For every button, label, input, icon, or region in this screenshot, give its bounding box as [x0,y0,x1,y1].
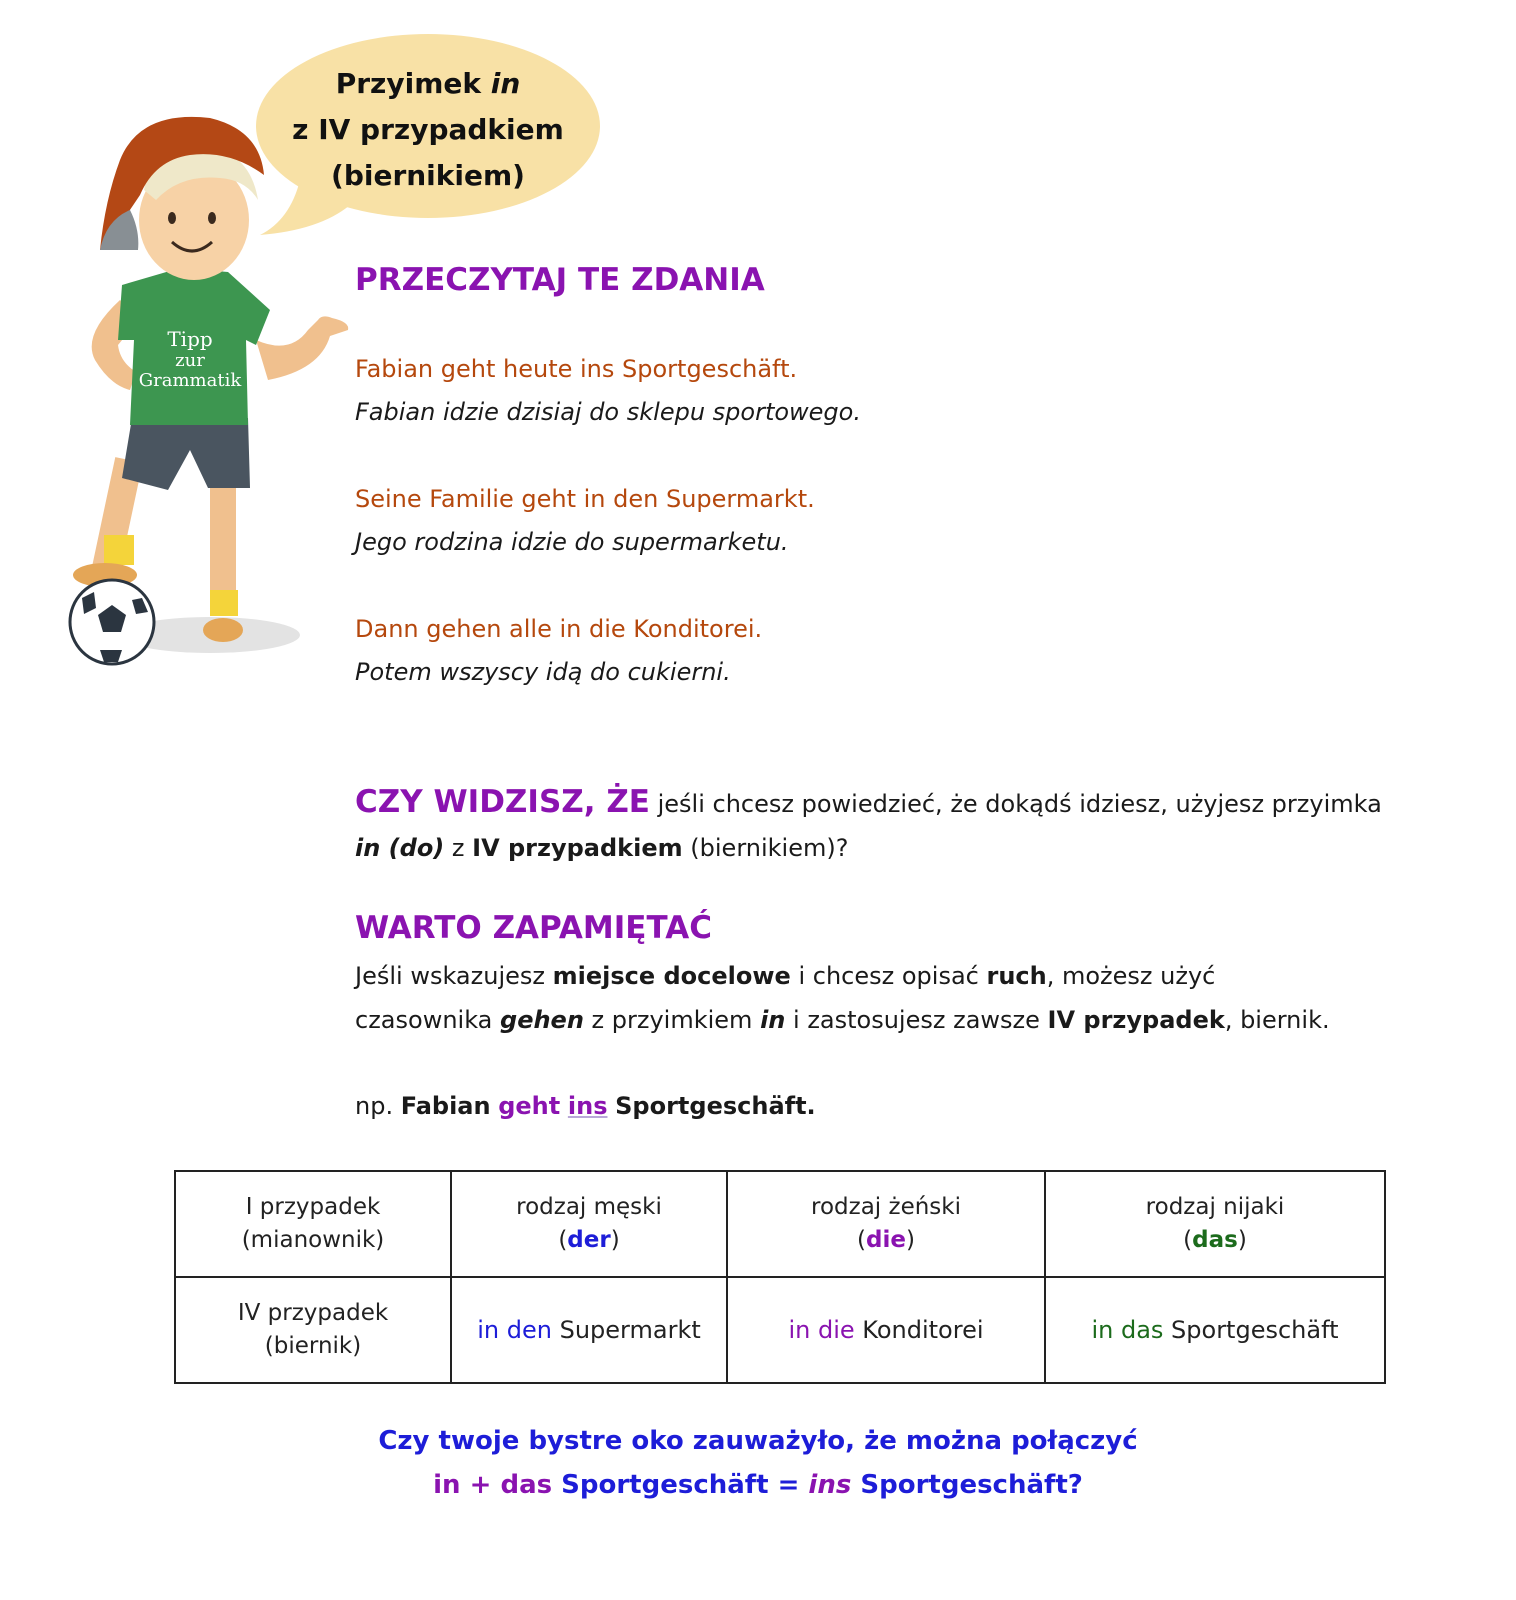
shirt-text-3: Grammatik [138,370,242,391]
table-cell-neuter-example: in das Sportgeschäft [1045,1277,1385,1383]
table-cell-feminine-example: in die Konditorei [727,1277,1045,1383]
table-cell-nominative-label: I przypadek (mianownik) [175,1171,451,1277]
table-cell-neuter: rodzaj nijaki (das) [1045,1171,1385,1277]
polish-translation-3: Potem wszyscy idą do cukierni. [355,658,731,686]
shirt-text-1: Tipp [167,327,213,351]
table-row [175,1171,1385,1277]
closing-question-line-1: Czy twoje bystre oko zauważyło, że można połączyć [378,1426,1138,1456]
table-cell-masculine: rodzaj męski (der) [451,1171,727,1277]
do-you-see-heading: CZY WIDZISZ, ŻE [355,784,650,820]
speech-bubble [258,40,598,220]
do-you-see-paragraph: CZY WIDZISZ, ŻE jeśli chcesz powiedzieć, że dokądś idziesz, użyjesz przyimka in (do) z IV przypadkiem (biernikiem)? [355,784,1382,862]
example-sentence: np. Fabian geht ins Sportgeschäft. [355,1092,816,1120]
table-cell-feminine: rodzaj żeński (die) [727,1171,1045,1277]
bubble-line-3: (biernikiem) [331,159,525,192]
bubble-line-1: Przyimek in [335,67,521,100]
case-table [174,1170,1386,1384]
german-sentence-3: Dann gehen alle in die Konditorei. [355,615,763,643]
table-cell-masculine-example: in den Supermarkt [451,1277,727,1383]
german-sentence-1: Fabian geht heute ins Sportgeschäft. [355,355,798,383]
section-heading-read: PRZECZYTAJ TE ZDANIA [355,262,765,298]
bubble-line-2: z IV przypadkiem [292,113,564,146]
section-heading-remember: WARTO ZAPAMIĘTAĆ [355,910,712,946]
polish-translation-2: Jego rodzina idzie do supermarketu. [355,528,789,556]
remember-paragraph: Jeśli wskazujesz miejsce docelowe i chcesz opisać ruch, możesz użyć czasownika gehen z przyimkiem in i zastosujesz zawsze IV przypadek, biernik. [355,962,1330,1034]
table-row [175,1277,1385,1383]
german-sentence-2: Seine Familie geht in den Supermarkt. [355,485,815,513]
shirt-text-2: zur [175,350,205,371]
polish-translation-1: Fabian idzie dzisiaj do sklepu sportowego. [355,398,861,426]
closing-question-line-2: in + das Sportgeschäft = ins Sportgeschäft? [433,1470,1083,1500]
table-cell-accusative-label: IV przypadek (biernik) [175,1277,451,1383]
